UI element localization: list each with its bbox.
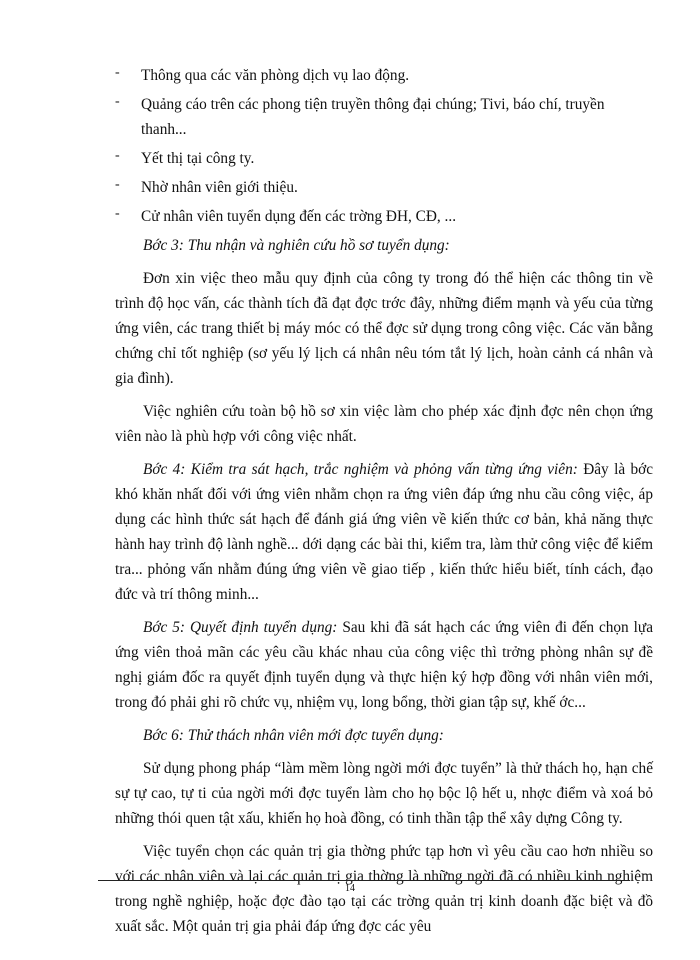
list-item-text: Thông qua các văn phòng dịch vụ lao động. xyxy=(141,67,410,84)
step-4-paragraph xyxy=(115,457,653,607)
list-item-text: Nhờ nhân viên giới thiệu. xyxy=(141,179,298,196)
list-item xyxy=(115,63,653,88)
step-5-paragraph xyxy=(115,615,653,715)
page-body xyxy=(115,63,653,945)
footer-divider xyxy=(98,880,630,881)
bullet-marker: - xyxy=(115,177,120,192)
list-item xyxy=(115,175,653,200)
step-5-text: Sau khi đã sát hạch các ứng viên đi đến chọn lựa ứng viên thoả mãn các yêu cầu khác nhau của công việc thì trởng phòng nhân sự đề nghị giám đốc ra quyết định tuyển dụng và thực hiện ký hợp đồng với nhân viên mới, trong đó phải ghi rõ chức vụ, nhiệm vụ, long bổng, thời gian tập sự, khế ớc... xyxy=(115,619,653,711)
page-number: 14 xyxy=(345,883,355,894)
list-item xyxy=(115,146,653,171)
bullet-marker: - xyxy=(115,94,120,109)
step-6-heading: Bớc 6: Thử thách nhân viên mới đợc tuyển dụng: xyxy=(143,727,444,744)
list-item-text: Quảng cáo trên các phong tiện truyền thông đại chúng; Tivi, báo chí, truyền thanh... xyxy=(141,96,605,138)
step-3-heading: Bớc 3: Thu nhận và nghiên cứu hồ sơ tuyển dụng: xyxy=(143,237,450,254)
list-item-text: Yết thị tại công ty. xyxy=(141,150,255,167)
paragraph-manager-selection: Việc tuyển chọn các quản trị gia thờng phức tạp hơn vì yêu cầu cao hơn nhiều so với các nhân viên và lại các quản trị gia thờng là những ngời đã có nhiều kinh nghiệm trong nghề nghiệp, hoặc đợc đào tạo tại các trờng quản trị kinh doanh đặc biệt và đồ xuất sắc. Một quản trị gia phải đáp ứng đợc các yêu xyxy=(115,843,653,935)
list-item-text: Cử nhân viên tuyển dụng đến các trờng ĐH, CĐ, ... xyxy=(141,208,457,225)
list-item xyxy=(115,92,653,142)
paragraph-application-form: Đơn xin việc theo mẫu quy định của công ty trong đó thể hiện các thông tin về trình độ học vấn, các thành tích đã đạt đợc trớc đây, những điểm mạnh và yếu của từng ứng viên, các trang thiết bị máy móc có thể đợc sử dụng trong công việc. Các văn bằng chứng chỉ tốt nghiệp (sơ yếu lý lịch cá nhân nêu tóm tắt lý lịch, hoàn cảnh cá nhân và gia đình). xyxy=(115,270,653,387)
bullet-marker: - xyxy=(115,148,120,163)
bullet-marker: - xyxy=(115,206,120,221)
step-4-text: Đây là bớc khó khăn nhất đối với ứng viên nhằm chọn ra ứng viên đáp ứng nhu cầu công việc, áp dụng các hình thức sát hạch để đánh giá ứng viên về kiến thức cơ bản, khả năng thực hành hay trình độ lành nghề... dới dạng các bài thi, kiểm tra, làm thử công việc để kiểm tra... phỏng vấn nhằm đúng ứng viên về giao tiếp , kiến thức hiểu biết, tính cách, đạo đức và trí thông minh... xyxy=(115,461,653,603)
bullet-marker: - xyxy=(115,65,120,80)
paragraph-dossier-review: Việc nghiên cứu toàn bộ hồ sơ xin việc làm cho phép xác định đợc nên chọn ứng viên nào là phù hợp với công việc nhất. xyxy=(115,403,653,445)
step-4-heading: Bớc 4: Kiểm tra sát hạch, trắc nghiệm và phỏng vấn từng ứng viên: xyxy=(143,461,578,478)
step-5-heading: Bớc 5: Quyết định tuyển dụng: xyxy=(143,619,338,636)
paragraph-probation: Sử dụng phong pháp “làm mềm lòng ngời mới đợc tuyển” là thử thách họ, hạn chế sự tự cao, tự ti của ngời mới đợc tuyển làm cho họ bộc lộ hết u, nhợc điểm và xoá bỏ những thói quen tật xấu, khiến họ hoà đồng, có tinh thần tập thể xây dựng Công ty. xyxy=(115,760,653,827)
list-item xyxy=(115,204,653,229)
